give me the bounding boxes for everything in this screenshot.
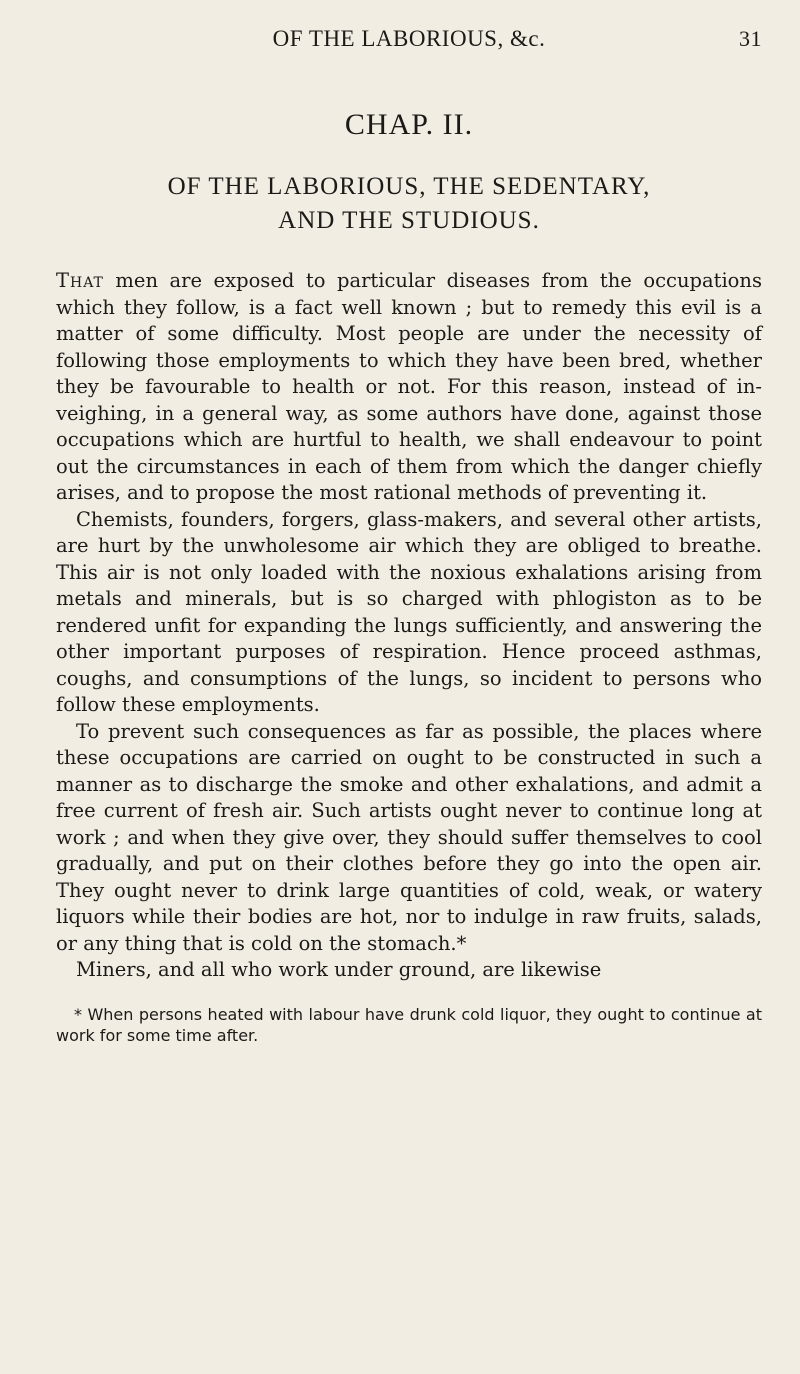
body-text — [56, 268, 762, 984]
chapter-title-line-2: AND THE STUDIOUS. — [278, 207, 540, 234]
paragraph-1 — [56, 268, 762, 507]
chapter-title-line-1: OF THE LABORIOUS, THE SEDENTARY, — [167, 173, 651, 200]
paragraph-4: Miners, and all who work under ground, are likewise — [76, 958, 602, 981]
page-number: 31 — [739, 26, 762, 51]
chapter-label: CHAP. II. — [344, 108, 474, 141]
chapter-title — [56, 170, 762, 238]
running-head — [56, 0, 762, 64]
paragraph-1-lead-word: That — [56, 269, 104, 292]
running-head-title: OF THE LABORIOUS, &c. — [272, 26, 546, 51]
paragraph-2: Chemists, founders, forgers, glass-makers, and several other artists, are hurt by the unwholesome air which they are obliged to breathe. This air is not only loaded with the noxious exhalations arising from metals and minerals, but is so charged with phlogiston as to be rendered unfit for expanding the lungs sufficiently, and answering the other important purposes of respiration. Hence proceed asthmas, coughs, and consumptions of the lungs, so incident to persons who follow these employments. — [56, 507, 762, 716]
paragraph-1-text: men are exposed to particular diseases from the occupations which they follow, is a fact well known ; but to remedy this evil is a matter of some difficulty. Most people are under the necessity of following those employments to which they have been bred, whether they be favourable to health or not. For this reason, instead of inveighing, in a general way, as some authors have done, against those occupations which are hurtful to health, we shall endeavour to point out the circumstances in each of them from which the danger chiefly arises, and to propose the most rational methods of preventing it. — [56, 269, 762, 504]
footnote: * When persons heated with labour have drunk cold liquor, they ought to continue at work for some time after. — [56, 1004, 762, 1045]
paragraph-3: To prevent such consequences as far as possible, the places where these occupations are carried on ought to be constructed in such a manner as to discharge the smoke and other exhalations, and admit a free current of fresh air. Such artists ought never to continue long at work ; and when they give over, they should suffer themselves to cool gradually, and put on their clothes before they go into the open air. They ought never to drink large quantities of cold, weak, or watery liquors while their bodies are hot, nor to indulge in raw fruits, salads, or any thing that is cold on the stomach.* — [56, 719, 762, 955]
